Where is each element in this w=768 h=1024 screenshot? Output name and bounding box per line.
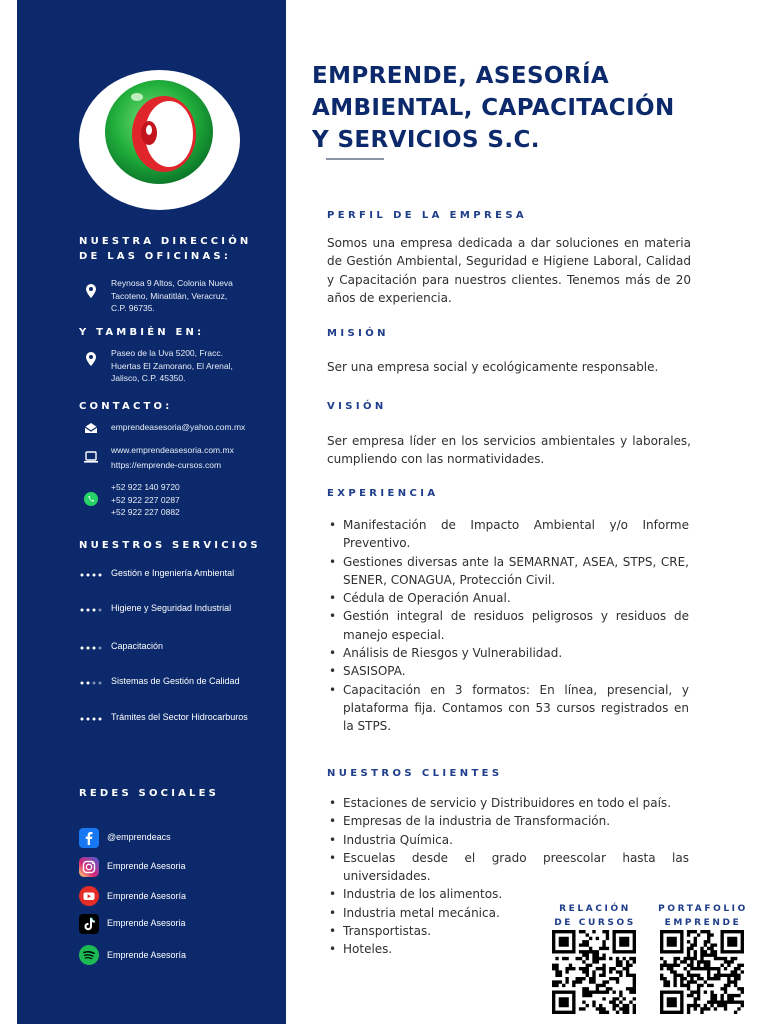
contact-email[interactable]: emprendeasesoria@yahoo.com.mx [111,422,246,432]
profile-heading: PERFIL DE LA EMPRESA [327,210,528,221]
address-line: Reynosa 9 Altos, Colonia Nueva [111,278,233,288]
map-pin-icon [83,283,99,299]
phone-numbers [111,481,180,519]
mission-text: Ser una empresa social y ecológicamente responsable. [327,360,659,374]
laptop-icon [83,449,99,465]
title-divider [326,158,384,160]
list-item: • Escuelas desde el grado preescolar hasta las universidades. [327,849,689,886]
social-label[interactable]: Emprende Asesoría [107,891,187,901]
sidebar [17,0,286,1024]
phone-number[interactable]: +52 922 140 9720 [111,482,180,492]
websites [111,444,234,471]
phone-number[interactable]: +52 922 227 0287 [111,494,180,505]
qr-modules [552,930,636,1014]
service-item: Sistemas de Gestión de Calidad [111,676,240,686]
service-item: Trámites del Sector Hidrocarburos [111,712,248,722]
logo [79,70,240,210]
vision-text: Ser empresa líder en los servicios ambientales y laborales, cumpliendo con las normatividades. [327,434,691,467]
envelope-icon [83,420,99,436]
service-item: Gestión e Ingeniería Ambiental [111,568,235,578]
instagram-icon[interactable] [79,857,99,877]
list-item: • Gestión integral de residuos peligrosos y residuos de manejo especial. [327,607,689,644]
youtube-icon[interactable] [79,886,99,906]
list-item: • Gestiones diversas ante la SEMARNAT, ASEA, STPS, CRE, SENER, CONAGUA, Protección Civil. [327,553,689,590]
address-heading-line: DE LAS OFICINAS: [79,251,232,262]
whatsapp-icon [83,491,99,507]
list-item: • Análisis de Riesgos y Vulnerabilidad. [327,644,689,662]
address-heading-line: NUESTRA DIRECCIÓN [79,236,252,247]
qr-modules [660,930,744,1014]
also-heading: Y TAMBIÉN EN: [79,327,205,338]
facebook-icon[interactable] [79,828,99,848]
dots-icon [79,680,105,686]
vision-heading: VISIÓN [327,401,387,412]
list-item: • Estaciones de servicio y Distribuidores en todo el país. [327,794,689,812]
services-heading: NUESTROS SERVICIOS [79,540,261,551]
social-heading: REDES SOCIALES [79,788,220,799]
address-line: Tacoteno, Minatitlán, Veracruz, [111,290,228,301]
second-office-address [111,347,233,385]
list-item: • Industria metal mecánica. [327,904,537,922]
title-line: AMBIENTAL, CAPACITACIÓN [312,95,675,121]
dots-icon [79,645,105,651]
tiktok-icon[interactable] [79,914,99,934]
list-item: • Industria de los alimentos. [327,885,537,903]
dots-icon [79,607,105,613]
qr-code-portfolio[interactable] [660,930,744,1014]
service-item: Capacitación [111,641,164,651]
qr-label-line: DE CURSOS [554,918,636,928]
list-item: • Empresas de la industria de Transformación. [327,812,689,830]
company-logo-icon [79,70,240,210]
main-office-address [111,277,233,315]
list-item: • Transportistas. [327,922,537,940]
social-label[interactable]: Emprende Asesoría [107,950,187,960]
website-link[interactable]: https://emprende-cursos.com [111,459,222,470]
social-label[interactable]: @emprendeacs [107,832,171,842]
list-item: • SASISOPA. [327,662,689,680]
qr-portfolio-label [657,902,749,930]
list-item: • Cédula de Operación Anual. [327,589,689,607]
experience-heading: EXPERIENCIA [327,488,439,499]
list-item: • Manifestación de Impacto Ambiental y/o Informe Preventivo. [327,516,689,553]
qr-label-line: PORTAFOLIO [658,904,748,914]
qr-label-line: EMPRENDE [664,918,742,928]
social-label[interactable]: Emprende Asesoria [107,918,186,928]
address-line: Paseo de la Uva 5200, Fracc. [111,348,223,358]
title-line: Y SERVICIOS S.C. [312,127,540,153]
experience-list [327,516,689,736]
clients-heading: NUESTROS CLIENTES [327,768,503,779]
map-pin-icon [83,351,99,367]
dots-icon [79,716,105,722]
list-item: • Capacitación en 3 formatos: En línea, presencial, y plataforma fija. Contamos con 53 cursos registrados en la STPS. [327,681,689,736]
dots-icon [79,572,105,578]
service-item: Higiene y Seguridad Industrial [111,603,232,613]
qr-label-line: RELACIÓN [559,904,631,914]
qr-courses-label [550,902,640,930]
spotify-icon[interactable] [79,945,99,965]
title-line: EMPRENDE, ASESORÍA [312,63,610,89]
social-label[interactable]: Emprende Asesoria [107,861,186,871]
list-item: • Industria Química. [327,831,689,849]
address-heading [79,234,252,264]
phone-number[interactable]: +52 922 227 0882 [111,507,180,517]
website-link[interactable]: www.emprendeasesoria.com.mx [111,445,234,455]
qr-code-courses[interactable] [552,930,636,1014]
list-item: • Hoteles. [327,940,537,958]
address-line: C.P. 96735. [111,303,155,313]
address-line: Jalisco, C.P. 45350. [111,373,186,383]
mission-heading: MISIÓN [327,328,389,339]
company-title [312,60,712,156]
address-line: Huertas El Zamorano, El Arenal, [111,360,233,371]
contact-heading: CONTACTO: [79,401,173,412]
profile-text: Somos una empresa dedicada a dar soluciones en materia de Gestión Ambiental, Seguridad e Higiene Laboral, Calidad y Capacitación para nuestros clientes. Tenemos más de 20 años de experiencia. [327,236,691,305]
